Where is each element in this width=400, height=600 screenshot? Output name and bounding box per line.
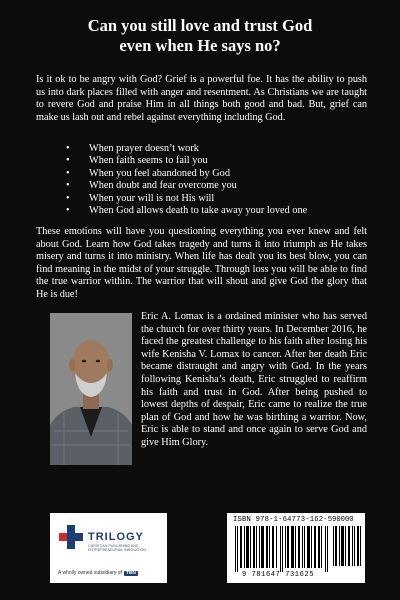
cover-headline [20, 16, 380, 56]
price-addon-bars [333, 526, 361, 566]
emotions-paragraph: These emotions will have you questioning everything you ever knew and felt about God. Learn how God takes tragedy and turns it into triumph as He takes misery and turns it into ministry. When life has dealt you its best blow, you can find meaning in the midst of your struggle. Through loss you will be able to find the true warrior within. The warrior that will shout and give God the glory that He is due! [36, 226, 367, 300]
author-bio: Eric A. Lomax is a ordained minister who has served the church for over thirty years. In December 2016, he faced the greatest challenge to his faith after losing his wife Kenisha V. Lomax to cancer. After her death Eric became distraught and angry with God. In the years following Kenisha’s death, Eric struggled to reaffirm his faith and trust in God. After being pushed to lowest depths of despair, Eric came to realize the true plan of God and how he was birthing a warrior. Now, Eric is able to stand and once again to serve God and give Him Glory. [141, 311, 367, 448]
bullet-list [66, 143, 307, 217]
bullet-item: • When your will is not His will [66, 193, 307, 205]
headline-line-2: even when He says no? [119, 36, 281, 55]
subsidiary-text: A wholly owned subsidiary of [58, 570, 122, 576]
author-photo [50, 313, 132, 465]
intro-paragraph: Is it ok to be angry with God? Grief is a powerful foe. It has the ability to push us into dark places filled with anger and resentment. As Christians we are taught to revere God and praise Him in all things both good and bad. But, grief can make us lash out and rebel against everything including God. [36, 74, 367, 123]
tbn-logo-icon: TBN [125, 571, 136, 576]
price-code-text: 90000 [332, 516, 354, 524]
bullet-item: • When God allows death to take away your loved one [66, 205, 307, 217]
publisher-tagline: CHRISTIAN PUBLISHING AND ENTREPRENEURIAL INNOVATION [88, 544, 146, 553]
publisher-name: TRILOGY [88, 531, 144, 543]
headline-line-1: Can you still love and trust God [87, 16, 313, 35]
barcode-bars [235, 526, 329, 572]
publisher-subsidiary-line [58, 570, 162, 576]
barcode-digits: 9 781647 731625 [241, 571, 314, 579]
isbn-barcode [227, 513, 365, 583]
bullet-item: • When faith seems to fail you [66, 155, 307, 167]
trilogy-logo-icon [59, 525, 83, 549]
isbn-text: ISBN 978-1-64773-162-5 [233, 516, 333, 524]
bullet-item: • When you feel abandoned by God [66, 168, 307, 180]
bullet-item: • When prayer doesn’t work [66, 143, 307, 155]
publisher-logo-box [50, 513, 167, 583]
bullet-item: • When doubt and fear overcome you [66, 180, 307, 192]
